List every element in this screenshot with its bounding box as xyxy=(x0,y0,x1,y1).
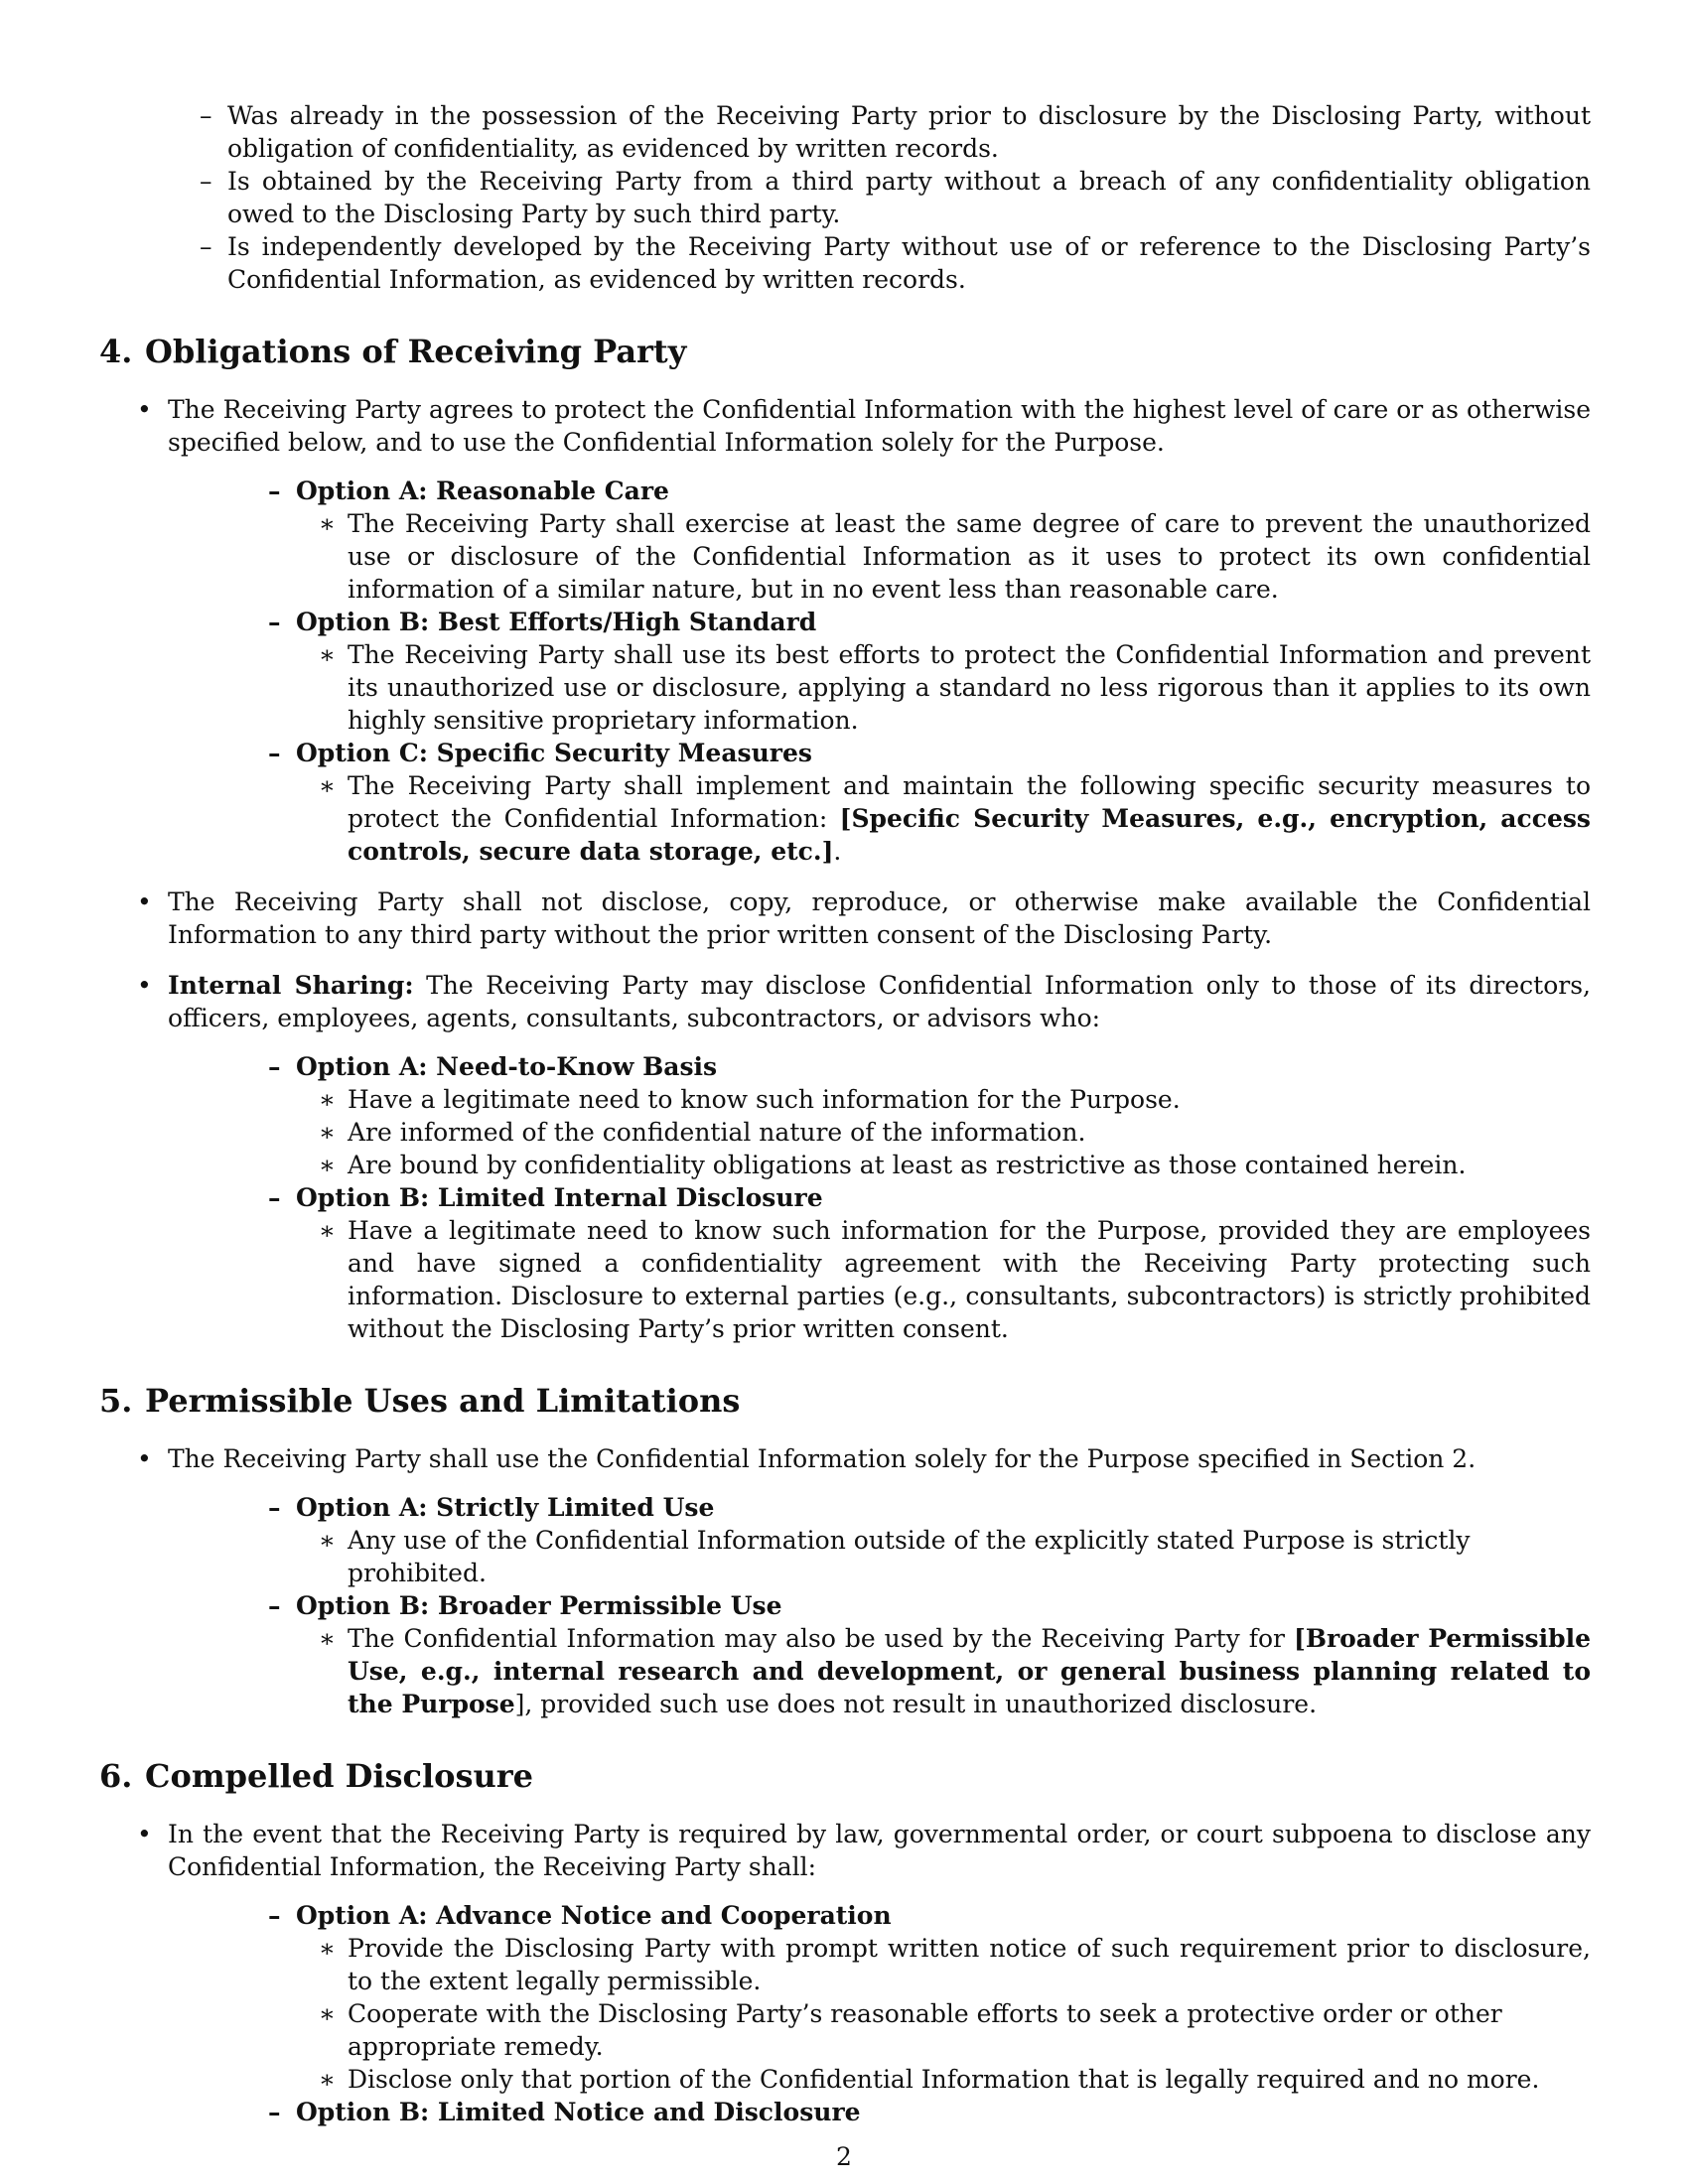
placeholder-text: [Broader Permissible Use, e.g., internal research and development, or general business planning related to the Purpose xyxy=(348,1624,1591,1718)
option-item: ∗ Any use of the Confidential Information outside of the explicitly stated Purpose is strictly prohibited. xyxy=(319,1526,1471,1587)
option-item: ∗ Have a legitimate need to know such information for the Purpose, provided they are employees and have signed a confidentiality agreement with the Receiving Party protecting such information. Disclosure to external parties (e.g., consultants, subcontractors) is strictly prohibited without the Disclosing Party’s prior written consent. xyxy=(319,1216,1591,1343)
section-5-list xyxy=(99,1442,1591,1720)
section-6-list xyxy=(99,1818,1591,2128)
bullet-marker: • xyxy=(137,971,152,1000)
page-number: 2 xyxy=(836,2142,852,2171)
option-item: ∗ Have a legitimate need to know such information for the Purpose. xyxy=(319,1085,1181,1114)
dash-marker: – xyxy=(200,167,212,196)
section-title: Permissible Uses and Limitations xyxy=(145,1382,741,1420)
option-heading: – Option A: Advance Notice and Cooperation xyxy=(268,1901,892,1930)
bullet-marker: • xyxy=(137,1820,152,1848)
option-item: ∗ The Confidential Information may also be used by the Receiving Party for [Broader Permissible Use, e.g., internal research and development, or general business planning related to the Purpose], provided such use does not result in unauthorized disclosure. xyxy=(319,1624,1591,1718)
section-heading-6 xyxy=(99,1756,1591,1796)
option-item: ∗ The Receiving Party shall exercise at least the same degree of care to prevent the unauthorized use or disclosure of the Confidential Information as it uses to protect its own confidential information of a similar nature, but in no event less than reasonable care. xyxy=(319,509,1591,604)
option-heading: – Option A: Need-to-Know Basis xyxy=(268,1052,718,1081)
option-heading: – Option B: Broader Permissible Use xyxy=(268,1591,782,1620)
option-heading: – Option B: Limited Internal Disclosure xyxy=(268,1183,823,1212)
option-list xyxy=(168,1899,1591,2128)
section-number: 4. xyxy=(99,333,133,370)
option-heading: – Option A: Reasonable Care xyxy=(268,477,669,505)
option-item: ∗ The Receiving Party shall implement and maintain the following specific security measures to protect the Confidential Information: [Specific Security Measures, e.g., encryption, access controls, secure data storage, etc.]. xyxy=(319,771,1591,866)
list-item: – Is obtained by the Receiving Party from a third party without a breach of any confidentiality obligation owed to the Disclosing Party by such third party. xyxy=(200,167,1591,228)
list-item: – Is independently developed by the Receiving Party without use of or reference to the Disclosing Party’s Confidential Information, as evidenced by written records. xyxy=(200,232,1591,294)
option-heading: – Option B: Limited Notice and Disclosure xyxy=(268,2098,861,2126)
section-heading-5 xyxy=(99,1381,1591,1421)
option-item: ∗ Are bound by confidentiality obligations at least as restrictive as those contained herein. xyxy=(319,1151,1467,1179)
option-heading: – Option A: Strictly Limited Use xyxy=(268,1493,715,1522)
option-item: ∗ The Receiving Party shall use its best efforts to protect the Confidential Information and prevent its unauthorized use or disclosure, applying a standard no less rigorous than it applies to its own highly sensitive proprietary information. xyxy=(319,640,1591,735)
placeholder-text: [Specific Security Measures, e.g., encryption, access controls, secure data storage, etc.] xyxy=(348,804,1591,866)
bullet-marker: • xyxy=(137,395,152,424)
dash-marker: – xyxy=(200,101,212,130)
list-item: • Internal Sharing: The Receiving Party may disclose Confidential Information only to those of its directors, officers, employees, agents, consultants, subcontractors, or advisors who: – Option A: Need-to-Know Basis ∗ Have a legitimate need to know such information for the Purpose. ∗ Are informed of the confidential nature of the information. ∗ Are bound by confidentiality obligations at least as restrictive as those contained herein. – Option B: Limited Internal Disclosure ∗ Have a legitimate need to know such information for the Purpose, provided they are employees and have signed a confidentiality agreement with the Receiving Party protecting such information. Disclosure to external parties (e.g., consultants, subcontractors) is strictly prohibited without the Disclosing Party’s prior written consent. xyxy=(137,971,1591,1343)
section-number: 5. xyxy=(99,1382,133,1420)
list-item: • The Receiving Party agrees to protect the Confidential Information with the highest level of care or as otherwise specified below, and to use the Confidential Information solely for the Purpose. – Option A: Reasonable Care ∗ The Receiving Party shall exercise at least the same degree of care to prevent the unauthorized use or disclosure of the Confidential Information as it uses to protect its own confidential information of a similar nature, but in no event less than reasonable care. – Option B: Best Efforts/High Standard ∗ The Receiving Party shall use its best efforts to protect the Confidential Information and prevent its unauthorized use or disclosure, applying a standard no less rigorous than it applies to its own highly sensitive proprietary information. – Option C: Specific Security Measures ∗ The Receiving Party shall implement and maintain the following specific security measures to protect the Confidential Information: [Specific Security Measures, e.g., encryption, access controls, secure data storage, etc.]. xyxy=(137,395,1591,866)
option-list xyxy=(168,1050,1591,1345)
list-item: – Was already in the possession of the Receiving Party prior to disclosure by the Disclosing Party, without obligation of confidentiality, as evidenced by written records. xyxy=(200,101,1591,163)
intro-list xyxy=(99,99,1591,296)
document-page xyxy=(99,99,1591,2146)
option-list xyxy=(168,1491,1591,1720)
section-4-list xyxy=(99,393,1591,1345)
bullet-marker: • xyxy=(137,887,152,916)
option-list xyxy=(168,475,1591,868)
section-title: Compelled Disclosure xyxy=(145,1757,533,1795)
dash-marker: – xyxy=(200,232,212,261)
option-item: ∗ Cooperate with the Disclosing Party’s reasonable efforts to seek a protective order or other appropriate remedy. xyxy=(319,1999,1502,2061)
section-number: 6. xyxy=(99,1757,133,1795)
list-item: • The Receiving Party shall use the Confidential Information solely for the Purpose specified in Section 2. – Option A: Strictly Limited Use ∗ Any use of the Confidential Information outside of the explicitly stated Purpose is strictly prohibited. – Option B: Broader Permissible Use ∗ The Confidential Information may also be used by the Receiving Party for [Broader Permissible Use, e.g., internal research and development, or general business planning related to the Purpose], provided such use does not result in unauthorized disclosure. xyxy=(137,1444,1591,1718)
section-heading-4 xyxy=(99,332,1591,371)
option-heading: – Option B: Best Efforts/High Standard xyxy=(268,608,817,636)
option-item: ∗ Disclose only that portion of the Confidential Information that is legally required and no more. xyxy=(319,2065,1540,2094)
list-item: • The Receiving Party shall not disclose, copy, reproduce, or otherwise make available the Confidential Information to any third party without the prior written consent of the Disclosing Party. xyxy=(137,887,1591,949)
bullet-marker: • xyxy=(137,1444,152,1473)
term-label: Internal Sharing: xyxy=(168,971,414,1000)
option-item: ∗ Provide the Disclosing Party with prompt written notice of such requirement prior to disclosure, to the extent legally permissible. xyxy=(319,1934,1591,1995)
option-item: ∗ Are informed of the confidential nature of the information. xyxy=(319,1118,1086,1147)
option-heading: – Option C: Specific Security Measures xyxy=(268,739,812,767)
section-title: Obligations of Receiving Party xyxy=(145,333,687,370)
list-item: • In the event that the Receiving Party is required by law, governmental order, or court subpoena to disclose any Confidential Information, the Receiving Party shall: – Option A: Advance Notice and Cooperation ∗ Provide the Disclosing Party with prompt written notice of such requirement prior to disclosure, to the extent legally permissible. ∗ Cooperate with the Disclosing Party’s reasonable efforts to seek a protective order or other appropriate remedy. ∗ Disclose only that portion of the Confidential Information that is legally required and no more. – Option B: Limited Notice and Disclosure xyxy=(137,1820,1591,2126)
